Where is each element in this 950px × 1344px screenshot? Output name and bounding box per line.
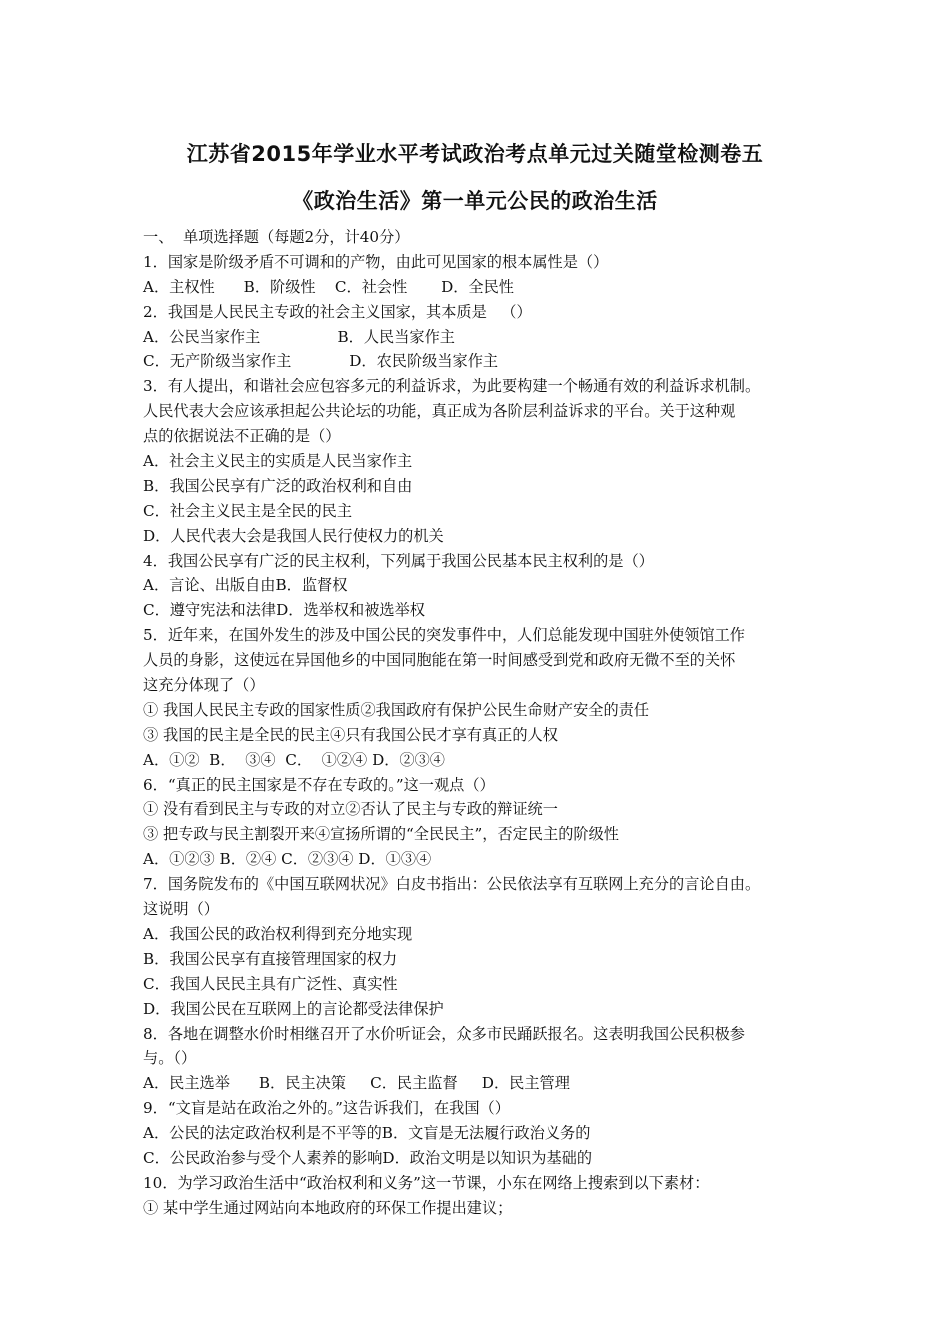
text-line: C．我国人民民主具有广泛性、真实性: [143, 974, 398, 993]
text-line: ① 没有看到民主与专政的对立②否认了民主与专政的辩证统一: [143, 800, 558, 819]
text-line: 2．我国是人民民主专政的社会主义国家，其本质是 （）: [143, 302, 532, 321]
text-line: 1．国家是阶级矛盾不可调和的产物，由此可见国家的根本属性是（）: [143, 252, 609, 271]
document-subtitle: 《政治生活》第一单元公民的政治生活: [292, 189, 658, 213]
text-line: 8．各地在调整水价时相继召开了水价听证会，众多市民踊跃报名。这表明我国公民积极参: [143, 1024, 745, 1043]
text-line: 4．我国公民享有广泛的民主权利，下列属于我国公民基本民主权利的是（）: [143, 551, 654, 570]
text-line: A．公民的法定政治权利是不平等的B．文盲是无法履行政治义务的: [143, 1124, 591, 1143]
text-line: 这说明（）: [143, 900, 219, 919]
text-line: 5．近年来，在国外发生的涉及中国公民的突发事件中，人们总能发现中国驻外使领馆工作: [143, 626, 745, 645]
text-line: 与。（）: [143, 1049, 197, 1068]
text-line: A．民主选举 B．民主决策 C．民主监督 D．民主管理: [143, 1074, 570, 1093]
text-line: A．①② B． ③④ C． ①②④ D．②③④: [143, 750, 445, 769]
text-line: C．社会主义民主是全民的民主: [143, 501, 353, 520]
text-line: 3．有人提出，和谐社会应包容多元的利益诉求，为此要构建一个畅通有效的利益诉求机制。: [143, 377, 761, 396]
text-line: A．言论、出版自由B．监督权: [143, 576, 348, 595]
text-line: ① 某中学生通过网站向本地政府的环保工作提出建议；: [143, 1198, 513, 1217]
text-line: 人员的身影，这使远在异国他乡的中国同胞能在第一时间感受到党和政府无微不至的关怀: [143, 651, 736, 670]
text-line: 人民代表大会应该承担起公共论坛的功能，真正成为各阶层利益诉求的平台。关于这种观: [143, 402, 736, 421]
text-line: 7．国务院发布的《中国互联网状况》白皮书指出：公民依法享有互联网上充分的言论自由。: [143, 875, 761, 894]
document-title: 江苏省2015年学业水平考试政治考点单元过关随堂检测卷五: [186, 142, 764, 166]
text-line: B．我国公民享有直接管理国家的权力: [143, 949, 398, 968]
text-line: 一、 单项选择题（每题2分，计40分）: [143, 228, 410, 246]
document-body: [143, 225, 823, 1221]
text-line: ③ 把专政与民主割裂开来④宣扬所谓的“全民民主”，否定民主的阶级性: [143, 825, 619, 844]
text-line: A．公民当家作主 B．人民当家作主: [143, 327, 455, 346]
text-line: ① 我国人民民主专政的国家性质②我国政府有保护公民生命财产安全的责任: [143, 700, 650, 719]
text-line: 9．“文盲是站在政治之外的。”这告诉我们，在我国（）: [143, 1099, 510, 1118]
text-line: C．无产阶级当家作主 D．农民阶级当家作主: [143, 352, 499, 371]
text-line: 6．“真正的民主国家是不存在专政的。”这一观点（）: [143, 775, 495, 794]
text-line: C．遵守宪法和法律D．选举权和被选举权: [143, 601, 425, 620]
text-line: 这充分体现了（）: [143, 676, 265, 695]
text-line: C．公民政治参与受个人素养的影响D．政治文明是以知识为基础的: [143, 1148, 593, 1167]
text-line: A．①②③ B．②④ C．②③④ D．①③④: [143, 850, 432, 869]
text-line: A．社会主义民主的实质是人民当家作主: [143, 452, 413, 471]
text-line: A．我国公民的政治权利得到充分地实现: [143, 924, 413, 943]
text-line: 点的依据说法不正确的是（）: [143, 427, 341, 446]
text-line: D．人民代表大会是我国人民行使权力的机关: [143, 526, 444, 545]
text-line: ③ 我国的民主是全民的民主④只有我国公民才享有真正的人权: [143, 725, 558, 744]
text-line: D．我国公民在互联网上的言论都受法律保护: [143, 999, 444, 1018]
text-line: A．主权性 B．阶级性 C．社会性 D．全民性: [143, 277, 514, 296]
text-line: B．我国公民享有广泛的政治权利和自由: [143, 476, 413, 495]
text-line: 10．为学习政治生活中“政治权利和义务”这一节课，小东在网络上搜索到以下素材：: [143, 1173, 710, 1192]
